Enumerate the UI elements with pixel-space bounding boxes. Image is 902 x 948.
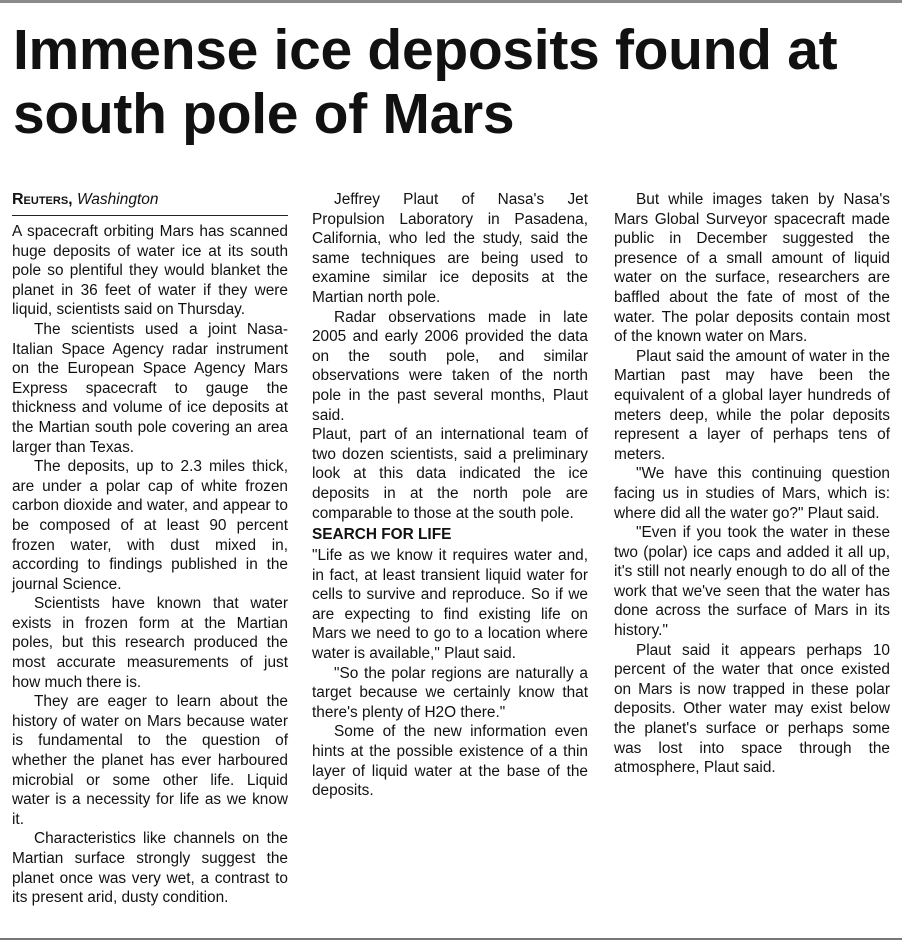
paragraph: Scientists have known that water exists in frozen form at the Martian poles, but this research produced the most accurate measurements of just how much there is. bbox=[12, 595, 288, 691]
bottom-rule bbox=[0, 938, 902, 940]
paragraph: Plaut, part of an international team of two dozen scientists, said a preliminary look at this data indicated the ice deposits in at the north pole are comparable to those at the south pole. bbox=[312, 426, 588, 522]
paragraph: Radar observations made in late 2005 and early 2006 provided the data on the south pole, and similar observations were taken of the north pole in the past several months, Plaut said. bbox=[312, 308, 588, 424]
section-subhead: SEARCH FOR LIFE bbox=[312, 526, 452, 544]
paragraph: They are eager to learn about the history of water on Mars because water is fundamental to the question of whether the planet has ever harboured microbial or some other life. Liquid water is a necessity for life as we know it. bbox=[12, 693, 288, 828]
headline: Immense ice deposits found at south pole of Mars bbox=[13, 18, 838, 146]
paragraph: The scientists used a joint Nasa-Italian Space Agency radar instrument on the European Space Agency Mars Express spacecraft to gauge the thickness and volume of ice deposits at the Martian south pole covering an area larger than Texas. bbox=[12, 320, 288, 456]
paragraph: Plaut said it appears perhaps 10 percent of the water that once existed on Mars is now trapped in these polar deposits. Other water may exist below the planet's surface or perhaps some was lost into space through the atmosphere, Plaut said. bbox=[614, 641, 890, 777]
byline bbox=[12, 190, 288, 216]
paragraph: "Even if you took the water in these two (polar) ice caps and added it all up, it's still not nearly enough to do all of the work that we've seen that the water has done across the surface of Mars in its history." bbox=[614, 524, 890, 640]
byline-location: Washington bbox=[76, 191, 159, 208]
top-rule bbox=[0, 0, 902, 3]
paragraph: Some of the new information even hints at the possible existence of a thin layer of liquid water at the base of the deposits. bbox=[312, 723, 588, 800]
paragraph: "Life as we know it requires water and, in fact, at least transient liquid water for cells to survive and reproduce. So if we are expecting to find existing life on Mars we need to go to a location where water is available," Plaut said. bbox=[312, 547, 588, 663]
paragraph: The deposits, up to 2.3 miles thick, are under a polar cap of white frozen carbon dioxide and water, and appear to be composed of at least 90 percent frozen water, with dust mixed in, according to findings published in the journal Science. bbox=[12, 458, 288, 593]
paragraph: "So the polar regions are naturally a target because we certainly know that there's plenty of H2O there." bbox=[312, 664, 588, 721]
paragraph: Jeffrey Plaut of Nasa's Jet Propulsion Laboratory in Pasadena, California, who led the study, said the same techniques are being used to examine similar ice deposits at the Martian north pole. bbox=[312, 191, 588, 306]
paragraph: Plaut said the amount of water in the Martian past may have been the equivalent of a global layer hundreds of meters deep, while the polar deposits represent a layer of perhaps tens of meters. bbox=[614, 347, 890, 463]
paragraph: A spacecraft orbiting Mars has scanned huge deposits of water ice at its south pole so plentiful they would blanket the planet in 36 feet of water if they were liquid, scientists said on Thursday. bbox=[12, 223, 288, 319]
paragraph: Characteristics like channels on the Martian surface strongly suggest the planet once was very wet, a contrast to its present arid, dusty condition. bbox=[12, 830, 288, 907]
article-column-3 bbox=[614, 190, 890, 778]
article-column-1 bbox=[12, 190, 288, 908]
byline-agency: Reuters, bbox=[12, 191, 73, 208]
paragraph: "We have this continuing question facing us in studies of Mars, which is: where did all the water go?" Plaut said. bbox=[614, 465, 890, 522]
paragraph: But while images taken by Nasa's Mars Global Surveyor spacecraft made public in December suggested the presence of a small amount of liquid water on the surface, researchers are baffled about the fate of most of the water. The polar deposits contain most of the known water on Mars. bbox=[614, 191, 890, 346]
article-column-2 bbox=[312, 190, 588, 801]
